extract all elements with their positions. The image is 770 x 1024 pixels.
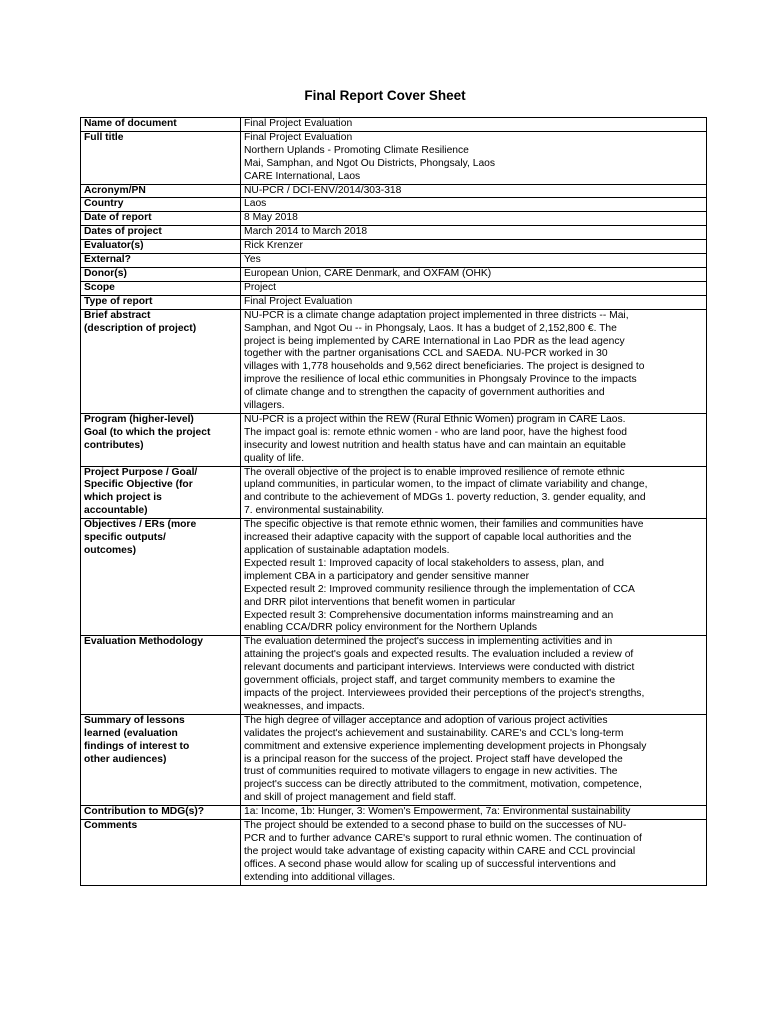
field-label [81, 806, 241, 820]
field-value-line: of climate change and to strengthen the capacity of government authorities and [244, 387, 605, 399]
field-label-line: Summary of lessons [84, 714, 185, 726]
field-value [241, 519, 707, 636]
field-value-line: Expected result 1: Improved capacity of local stakeholders to assess, plan, and [244, 557, 605, 569]
field-value [241, 295, 707, 309]
field-value-line: Expected result 3: Comprehensive documentation informs mainstreaming and an [244, 609, 614, 621]
field-label-line: External? [84, 254, 131, 266]
field-value [241, 806, 707, 820]
field-value-line: NU-PCR is a project within the REW (Rural Ethnic Women) program in CARE Laos. [244, 413, 626, 425]
field-label-line: accountable) [84, 505, 148, 517]
field-value-line: Samphan, and Ngot Ou -- in Phongsaly, Laos. It has a budget of 2,152,800 €. The [244, 322, 617, 334]
field-value-line: and skill of project management and field staff. [244, 792, 457, 804]
table-row [81, 636, 707, 714]
field-value-line: Final Project Evaluation [244, 131, 353, 143]
table-row [81, 295, 707, 309]
field-label-line: Acronym/PN [84, 184, 146, 196]
field-value [241, 466, 707, 519]
field-label [81, 309, 241, 413]
table-row [81, 309, 707, 413]
field-value [241, 226, 707, 240]
field-label [81, 198, 241, 212]
field-value-line: Laos [244, 198, 267, 210]
field-value-line: implement CBA in a participatory and gender sensitive manner [244, 570, 530, 582]
field-label-line: Specific Objective (for [84, 479, 193, 491]
field-value [241, 714, 707, 805]
field-label-line: Dates of project [84, 226, 162, 238]
field-value-line: 7. environmental sustainability. [244, 505, 385, 517]
field-label [81, 519, 241, 636]
field-value-line: 8 May 2018 [244, 212, 298, 224]
field-value-line: extending into additional villages. [244, 871, 396, 883]
field-value [241, 820, 707, 886]
field-label-line: specific outputs/ [84, 532, 166, 544]
field-label-line: Scope [84, 281, 115, 293]
field-value [241, 118, 707, 132]
field-value-line: attaining the project's goals and expected results. The evaluation included a review of [244, 649, 634, 661]
field-label [81, 636, 241, 714]
table-row [81, 240, 707, 254]
field-label-line: (description of project) [84, 322, 197, 334]
table-row [81, 714, 707, 805]
field-value-line: validates the project's achievement and sustainability. CARE's and CCL's long-term [244, 727, 624, 739]
field-value-line: PCR and to further advance CARE's support to rural ethnic women. The continuation of [244, 832, 642, 844]
field-value-line: Final Project Evaluation [244, 295, 353, 307]
field-value-line: is a principal reason for the success of the project. Project staff have developed the [244, 753, 623, 765]
field-value-line: improve the resilience of local ethic communities in Phongsaly Province to the impacts [244, 374, 637, 386]
field-label [81, 820, 241, 886]
field-value [241, 254, 707, 268]
field-label [81, 131, 241, 184]
field-value-line: villages with 1,778 households and 9,562 direct beneficiaries. The project is designed to [244, 361, 645, 373]
field-label-line: Brief abstract [84, 309, 151, 321]
table-row [81, 267, 707, 281]
field-value [241, 636, 707, 714]
field-value-line: The project should be extended to a second phase to build on the successes of NU- [244, 820, 627, 832]
field-value-line: together with the partner organisations CCL and SAEDA. NU-PCR worked in 30 [244, 348, 608, 360]
field-value [241, 184, 707, 198]
table-row [81, 806, 707, 820]
field-label-line: which project is [84, 492, 162, 504]
field-value-line: enabling CCA/DRR policy environment for the Northern Uplands [244, 622, 538, 634]
field-label [81, 240, 241, 254]
table-row [81, 413, 707, 466]
table-row [81, 131, 707, 184]
field-value-line: March 2014 to March 2018 [244, 226, 368, 238]
field-value-line: application of sustainable adaptation models. [244, 545, 450, 556]
table-row [81, 254, 707, 268]
field-value-line: Mai, Samphan, and Ngot Ou Districts, Phongsaly, Laos [244, 157, 496, 169]
field-value-line: upland communities, in particular women, to the impact of climate variability and change, [244, 479, 648, 491]
field-value-line: project is being implemented by CARE International in Lao PDR as the lead agency [244, 335, 625, 347]
field-value-line: The evaluation determined the project's success in implementing activities and in [244, 636, 613, 648]
field-value-line: Northern Uplands - Promoting Climate Resilience [244, 144, 469, 156]
field-value-line: relevant documents and participant interviews. Interviews were conducted with district [244, 662, 635, 674]
field-value-line: villagers. [244, 400, 285, 412]
field-value-line: commitment and extensive experience implementing development projects in Phongsaly [244, 740, 647, 752]
field-label-line: Comments [84, 820, 138, 832]
field-label [81, 118, 241, 132]
field-value-line: Project [244, 281, 277, 293]
field-value [241, 413, 707, 466]
field-value [241, 198, 707, 212]
field-value-line: weaknesses, and impacts. [244, 700, 365, 712]
field-label-line: Full title [84, 131, 124, 143]
field-label-line: Goal (to which the project [84, 426, 211, 438]
field-value-line: CARE International, Laos [244, 170, 361, 182]
table-row [81, 519, 707, 636]
field-label-line: contributes) [84, 439, 144, 451]
cover-sheet-table [80, 117, 707, 886]
field-value-line: Final Project Evaluation [244, 118, 353, 129]
field-value-line: The overall objective of the project is to enable improved resilience of remote ethnic [244, 466, 625, 478]
field-label-line: Donor(s) [84, 267, 127, 279]
table-row [81, 198, 707, 212]
field-value [241, 212, 707, 226]
field-label [81, 184, 241, 198]
field-label-line: outcomes) [84, 545, 137, 556]
field-label-line: Project Purpose / Goal/ [84, 466, 198, 478]
field-label [81, 295, 241, 309]
field-label-line: Contribution to MDG(s)? [84, 806, 205, 818]
field-label-line: Program (higher-level) [84, 413, 194, 425]
field-label [81, 714, 241, 805]
table-row [81, 212, 707, 226]
field-value-line: European Union, CARE Denmark, and OXFAM (OHK) [244, 267, 492, 279]
field-label [81, 226, 241, 240]
field-value-line: the project would take advantage of existing capacity within CARE and CCL provincial [244, 845, 636, 857]
field-label-line: Name of document [84, 118, 177, 129]
table-row [81, 466, 707, 519]
field-value-line: Expected result 2: Improved community resilience through the implementation of CCA [244, 583, 635, 595]
table-row [81, 281, 707, 295]
field-value-line: trust of communities required to motivate villagers to engage in new activities. The [244, 766, 618, 778]
field-value-line: government officials, project staff, and target community members to examine the [244, 675, 616, 687]
cover-sheet-body [81, 118, 707, 886]
field-value-line: and contribute to the achievement of MDGs 1. poverty reduction, 3. gender equality, and [244, 492, 646, 504]
field-label-line: Evaluation Methodology [84, 636, 203, 648]
field-label [81, 212, 241, 226]
field-value [241, 240, 707, 254]
field-label [81, 254, 241, 268]
table-row [81, 820, 707, 886]
field-value-line: increased their adaptive capacity with the support of capable local authorities and the [244, 532, 632, 544]
field-label [81, 413, 241, 466]
field-value-line: insecurity and lowest nutrition and health status have and can maintain an equitable [244, 439, 626, 451]
field-value [241, 267, 707, 281]
field-label [81, 466, 241, 519]
field-value-line: offices. A second phase would allow for scaling up of successful interventions and [244, 858, 616, 870]
field-value-line: Yes [244, 254, 261, 266]
field-value [241, 309, 707, 413]
field-label [81, 267, 241, 281]
field-value-line: quality of life. [244, 452, 305, 464]
table-row [81, 184, 707, 198]
field-value-line: 1a: Income, 1b: Hunger, 3: Women's Empowerment, 7a: Environmental sustainability [244, 806, 631, 818]
table-row [81, 118, 707, 132]
field-label-line: Objectives / ERs (more [84, 519, 197, 531]
table-row [81, 226, 707, 240]
field-label-line: Date of report [84, 212, 152, 224]
field-label-line: Type of report [84, 295, 153, 307]
field-value-line: Rick Krenzer [244, 240, 303, 252]
field-value [241, 281, 707, 295]
page-title: Final Report Cover Sheet [304, 88, 466, 103]
field-value-line: NU-PCR / DCI-ENV/2014/303-318 [244, 184, 402, 196]
field-label-line: other audiences) [84, 753, 167, 765]
field-label-line: Evaluator(s) [84, 240, 144, 252]
field-value-line: The high degree of villager acceptance and adoption of various project activities [244, 714, 608, 726]
field-value-line: impacts of the project. Interviewees provided their perceptions of the project's strengths, [244, 687, 645, 699]
field-label [81, 281, 241, 295]
field-value-line: and DRR pilot interventions that benefit women in particular [244, 596, 516, 608]
field-label-line: Country [84, 198, 124, 210]
field-label-line: findings of interest to [84, 740, 190, 752]
field-label-line: learned (evaluation [84, 727, 178, 739]
field-value-line: project's success can be directly attributed to the commitment, motivation, competence, [244, 779, 643, 791]
field-value-line: NU-PCR is a climate change adaptation project implemented in three districts -- Mai, [244, 309, 629, 321]
field-value-line: The specific objective is that remote ethnic women, their families and communities have [244, 519, 644, 531]
field-value [241, 131, 707, 184]
field-value-line: The impact goal is: remote ethnic women - who are land poor, have the highest food [244, 426, 627, 438]
